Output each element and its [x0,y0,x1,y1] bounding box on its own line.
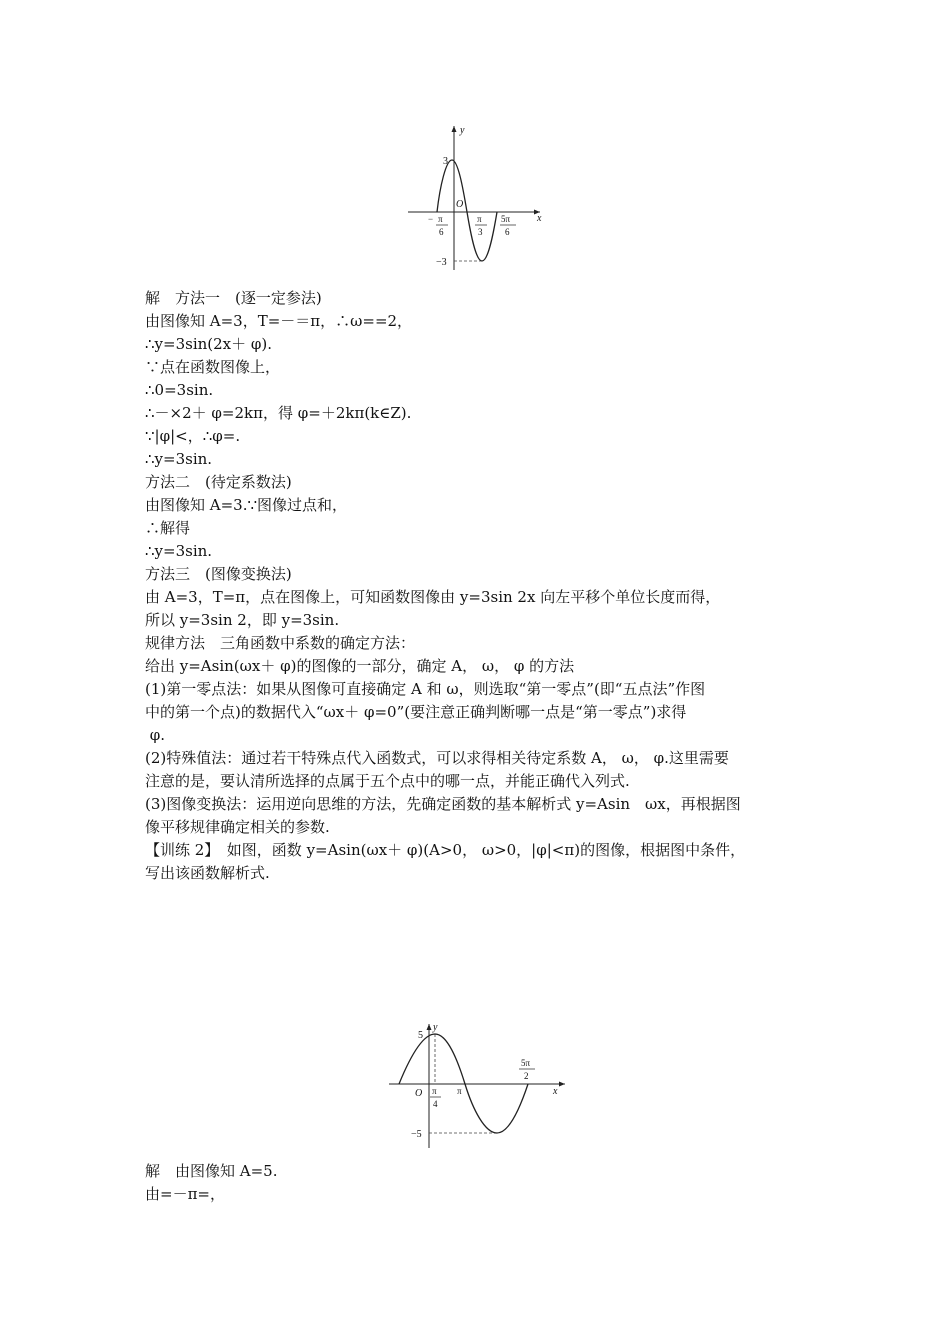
text-line: ∴y=3sin. [145,542,213,560]
text-line: 像平移规律确定相关的参数. [145,818,330,836]
y-min-label-2: −5 [411,1129,422,1140]
text-line: φ. [145,726,166,744]
tick-5pi2-den: 2 [524,1071,529,1081]
tick-neg-6: 6 [439,227,444,237]
y-axis-label: y [460,125,465,136]
text-line: (2)特殊值法：通过若干特殊点代入函数式，可以求得相关待定系数 A， ω， φ.这里需要 [145,749,729,767]
tick-5pi2-num: 5π [521,1058,531,1068]
y-max-label-2: 5 [418,1030,423,1041]
tick-pi4-pi: π [432,1086,437,1096]
y-min-label: −3 [436,257,447,268]
text-line: ∴解得 [145,519,191,537]
origin-label: O [456,199,464,210]
tick-pi3-pi: π [477,214,482,224]
text-line: ∴y=3sin(2x＋ φ). [145,335,273,353]
solution-text-2 [145,1160,825,1206]
text-line: 所以 y=3sin 2，即 y=3sin. [145,611,340,629]
tick-5pi6-num: 5π [501,214,511,224]
text-line: ∵|φ|<，∴φ=. [145,427,241,445]
text-line: 由图像知 A=3，T=－＝π，∴ω==2， [145,312,413,330]
text-line: 规律方法 三角函数中系数的确定方法： [145,634,416,652]
tick-pi4-4: 4 [433,1099,438,1109]
text-line: ∴y=3sin. [145,450,213,468]
text-line: 解 方法一 (逐一定参法) [145,289,322,307]
tick-pi: π [457,1086,462,1096]
tick-pi3-3: 3 [478,227,483,237]
text-line: 由=－π=， [145,1185,225,1203]
text-line: ∴－×2＋ φ=2kπ，得 φ=＋2kπ(k∈Z). [145,404,412,422]
solution-text [145,287,825,885]
x-axis-label-2: x [553,1086,558,1097]
text-line: 【训练 2】 如图，函数 y=Asin(ωx＋ φ)(A>0， ω>0，|φ|<π)的图像，根据图中条件， [145,841,746,859]
text-line: 给出 y=Asin(ωx＋ φ)的图像的一部分，确定 A， ω， φ 的方法 [145,657,575,675]
y-max-label: 3 [443,156,448,167]
tick-neg-pi: π [438,214,443,224]
text-line: ∵点在函数图像上， [145,358,281,376]
y-axis-label-2: y [433,1022,438,1033]
sine-graph-1 [400,118,550,278]
text-line: 解 由图像知 A=5. [145,1162,278,1180]
text-line: ∴0=3sin. [145,381,214,399]
text-line: (3)图像变换法：运用逆向思维的方法，先确定函数的基本解析式 y=Asin ωx，再根据图 [145,795,741,813]
origin-label-2: O [415,1088,423,1099]
text-line: 中的第一个点)的数据代入“ωx＋ φ=0”(要注意正确判断哪一点是“第一零点”)求得 [145,703,687,721]
text-line: 方法二 (待定系数法) [145,473,292,491]
text-line: 由 A=3，T=π，点在图像上，可知函数图像由 y=3sin 2x 向左平移个单位长度而得， [145,588,721,606]
sine-graph-2 [385,1022,570,1152]
text-line: 写出该函数解析式. [145,864,270,882]
text-line: 方法三 (图像变换法) [145,565,292,583]
tick-5pi6-den: 6 [505,227,510,237]
text-line: 注意的是，要认清所选择的点属于五个点中的哪一点，并能正确代入列式. [145,772,630,790]
text-line: (1)第一零点法：如果从图像可直接确定 A 和 ω，则选取“第一零点”(即“五点法”作图 [145,680,706,698]
text-line: 由图像知 A=3.∵图像过点和， [145,496,348,514]
tick-neg-sign: − [428,214,434,224]
x-axis-label: x [537,213,542,224]
